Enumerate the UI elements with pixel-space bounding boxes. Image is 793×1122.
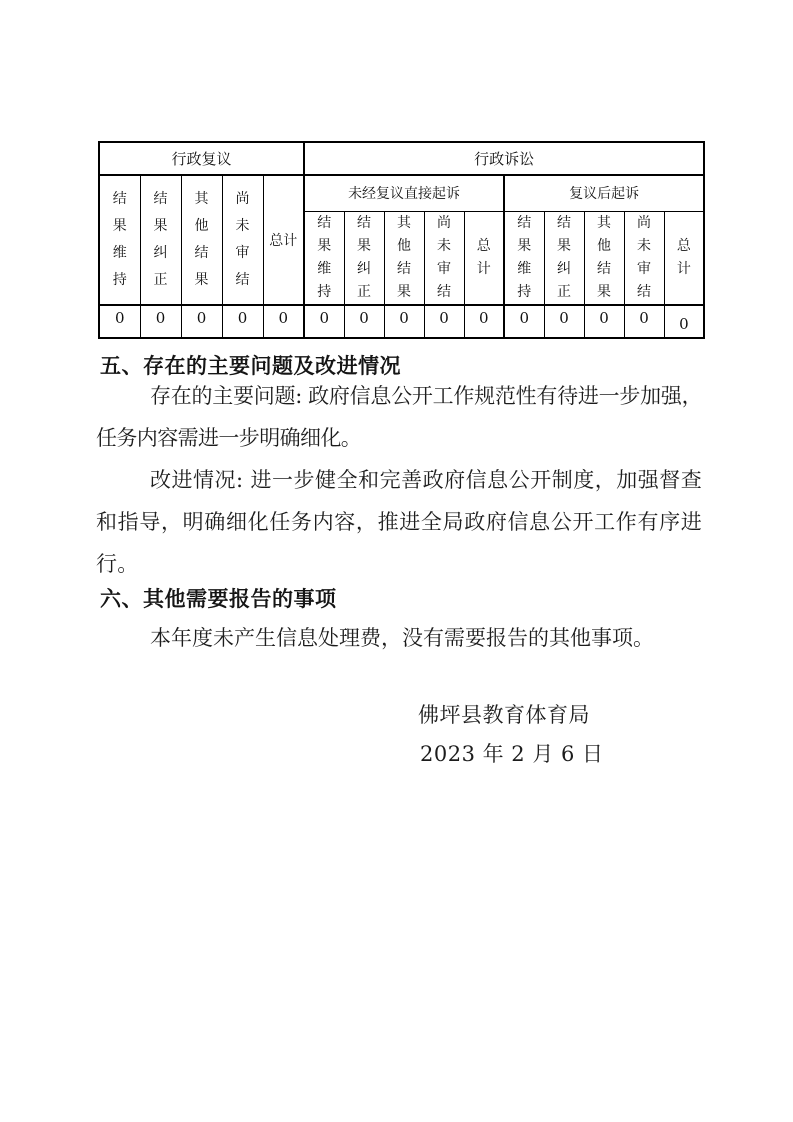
table-value-cell: 0	[384, 305, 424, 338]
col-header-label: 其他结果	[194, 190, 209, 288]
signature-organization: 佛坪县教育体育局	[418, 703, 590, 727]
sub-header-direct-suit: 未经复议直接起诉	[304, 175, 504, 211]
col-header-label: 结果维持	[317, 214, 332, 300]
col-header-label: 结果维持	[517, 214, 532, 300]
table-value-cell: 0	[584, 305, 624, 338]
table-value-cell: 0	[263, 305, 304, 338]
col-header-label: 尚未审结	[637, 214, 652, 300]
table-value-cell: 0	[140, 305, 181, 338]
col-header-label: 总计	[476, 237, 491, 277]
col-header-other-result	[181, 175, 222, 305]
section-5-paragraph-problems: 存在的主要问题: 政府信息公开工作规范性有待进一步加强，任务内容需进一步明确细化。	[96, 384, 702, 450]
col-header-result-upheld	[504, 211, 544, 305]
section-5-heading: 五、存在的主要问题及改进情况	[100, 355, 401, 378]
col-header-label: 其他结果	[597, 214, 612, 300]
col-header-label: 结果纠正	[357, 214, 372, 300]
col-header-total	[464, 211, 504, 305]
table-value-cell: 0	[424, 305, 464, 338]
table-value-cell: 0	[544, 305, 584, 338]
table-value-cell: 0	[504, 305, 544, 338]
col-header-result-upheld	[304, 211, 344, 305]
col-header-total: 总计	[263, 175, 304, 305]
col-header-pending	[624, 211, 664, 305]
group-header-litigation: 行政诉讼	[304, 142, 704, 175]
col-header-label: 结果纠正	[557, 214, 572, 300]
col-header-label: 结果维持	[112, 190, 127, 288]
col-header-result-upheld	[99, 175, 140, 305]
section-6-heading: 六、其他需要报告的事项	[100, 588, 337, 611]
col-header-pending	[424, 211, 464, 305]
table-value-cell: 0	[99, 305, 140, 338]
section-5-paragraph-improvements: 改进情况: 进一步健全和完善政府信息公开制度，加强督查和指导，明确细化任务内容，推进全局政府信息公开工作有序进行。	[96, 468, 702, 576]
group-header-reconsideration: 行政复议	[99, 142, 304, 175]
table-value-cell: 0	[304, 305, 344, 338]
col-header-result-corrected	[140, 175, 181, 305]
col-header-result-corrected	[344, 211, 384, 305]
col-header-pending	[222, 175, 263, 305]
col-header-label: 尚未审结	[437, 214, 452, 300]
col-header-label: 结果纠正	[153, 190, 168, 288]
section-6-paragraph: 本年度未产生信息处理费，没有需要报告的其他事项。	[150, 626, 654, 650]
table-value-cell: 0	[464, 305, 504, 338]
col-header-result-corrected	[544, 211, 584, 305]
signature-date: 2023 年 2 月 6 日	[420, 742, 604, 766]
table-value-cell: 0	[664, 305, 704, 338]
col-header-label: 其他结果	[397, 214, 412, 300]
table-value-cell: 0	[181, 305, 222, 338]
col-header-other-result	[384, 211, 424, 305]
sub-header-post-reconsideration-suit: 复议后起诉	[504, 175, 704, 211]
col-header-total	[664, 211, 704, 305]
table-value-cell: 0	[624, 305, 664, 338]
admin-review-litigation-table	[98, 141, 705, 339]
table-value-cell: 0	[344, 305, 384, 338]
col-header-label: 总计	[676, 237, 691, 277]
col-header-label: 尚未审结	[235, 190, 250, 288]
table-value-cell: 0	[222, 305, 263, 338]
col-header-other-result	[584, 211, 624, 305]
